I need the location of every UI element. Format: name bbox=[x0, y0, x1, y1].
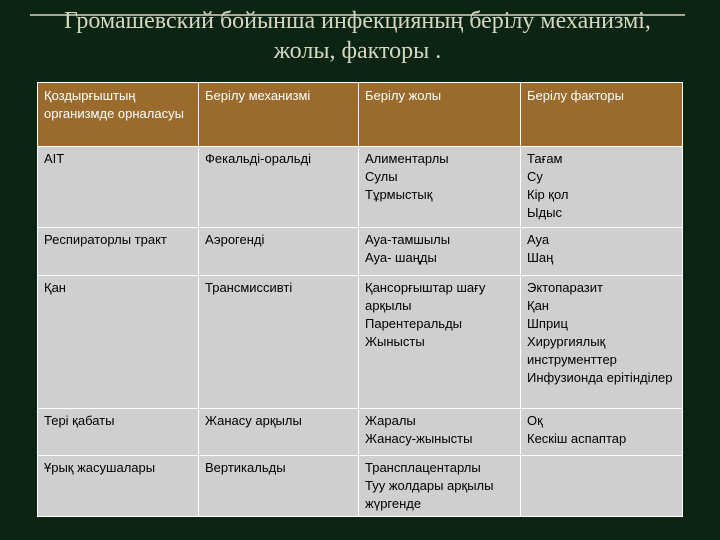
cell-factors bbox=[521, 456, 683, 517]
table-row bbox=[38, 409, 683, 456]
cell-factors: Ауа Шаң bbox=[521, 228, 683, 276]
cell-location: АІТ bbox=[38, 147, 199, 228]
table-row bbox=[38, 228, 683, 276]
table-row bbox=[38, 147, 683, 228]
cell-mechanism: Жанасу арқылы bbox=[199, 409, 359, 456]
cell-factors: Оқ Кескіш аспаптар bbox=[521, 409, 683, 456]
cell-mechanism: Аэрогенді bbox=[199, 228, 359, 276]
cell-location: Респираторлы тракт bbox=[38, 228, 199, 276]
cell-factors: Тағам Су Кір қол Ыдыс bbox=[521, 147, 683, 228]
header-mechanism: Берілу механизмі bbox=[199, 83, 359, 147]
cell-route: Алиментарлы Сулы Тұрмыстық bbox=[359, 147, 521, 228]
cell-route: Жаралы Жанасу-жынысты bbox=[359, 409, 521, 456]
header-location: Қоздырғыштың организмде орналасуы bbox=[38, 83, 199, 147]
cell-mechanism: Фекальді-оральді bbox=[199, 147, 359, 228]
cell-location: Ұрық жасушалары bbox=[38, 456, 199, 517]
cell-location: Тері қабаты bbox=[38, 409, 199, 456]
table-row bbox=[38, 456, 683, 517]
cell-route: Ауа-тамшылы Ауа- шаңды bbox=[359, 228, 521, 276]
header-route: Берілу жолы bbox=[359, 83, 521, 147]
cell-mechanism: Трансмиссивті bbox=[199, 276, 359, 409]
header-factors: Берілу факторы bbox=[521, 83, 683, 147]
table-header-row bbox=[38, 83, 683, 147]
cell-route: Трансплацентарлы Туу жолдары арқылы жүргенде bbox=[359, 456, 521, 517]
cell-factors: Эктопаразит Қан Шприц Хирургиялық инструменттер Инфузионда ерітінділер bbox=[521, 276, 683, 409]
table-row bbox=[38, 276, 683, 409]
cell-route: Қансорғыштар шағу арқылы Парентеральды Жынысты bbox=[359, 276, 521, 409]
slide-title: Громашевский бойынша инфекцияның берілу механизмі, жолы, факторы . bbox=[64, 8, 651, 64]
transmission-table bbox=[37, 82, 683, 517]
cell-location: Қан bbox=[38, 276, 199, 409]
cell-mechanism: Вертикальды bbox=[199, 456, 359, 517]
